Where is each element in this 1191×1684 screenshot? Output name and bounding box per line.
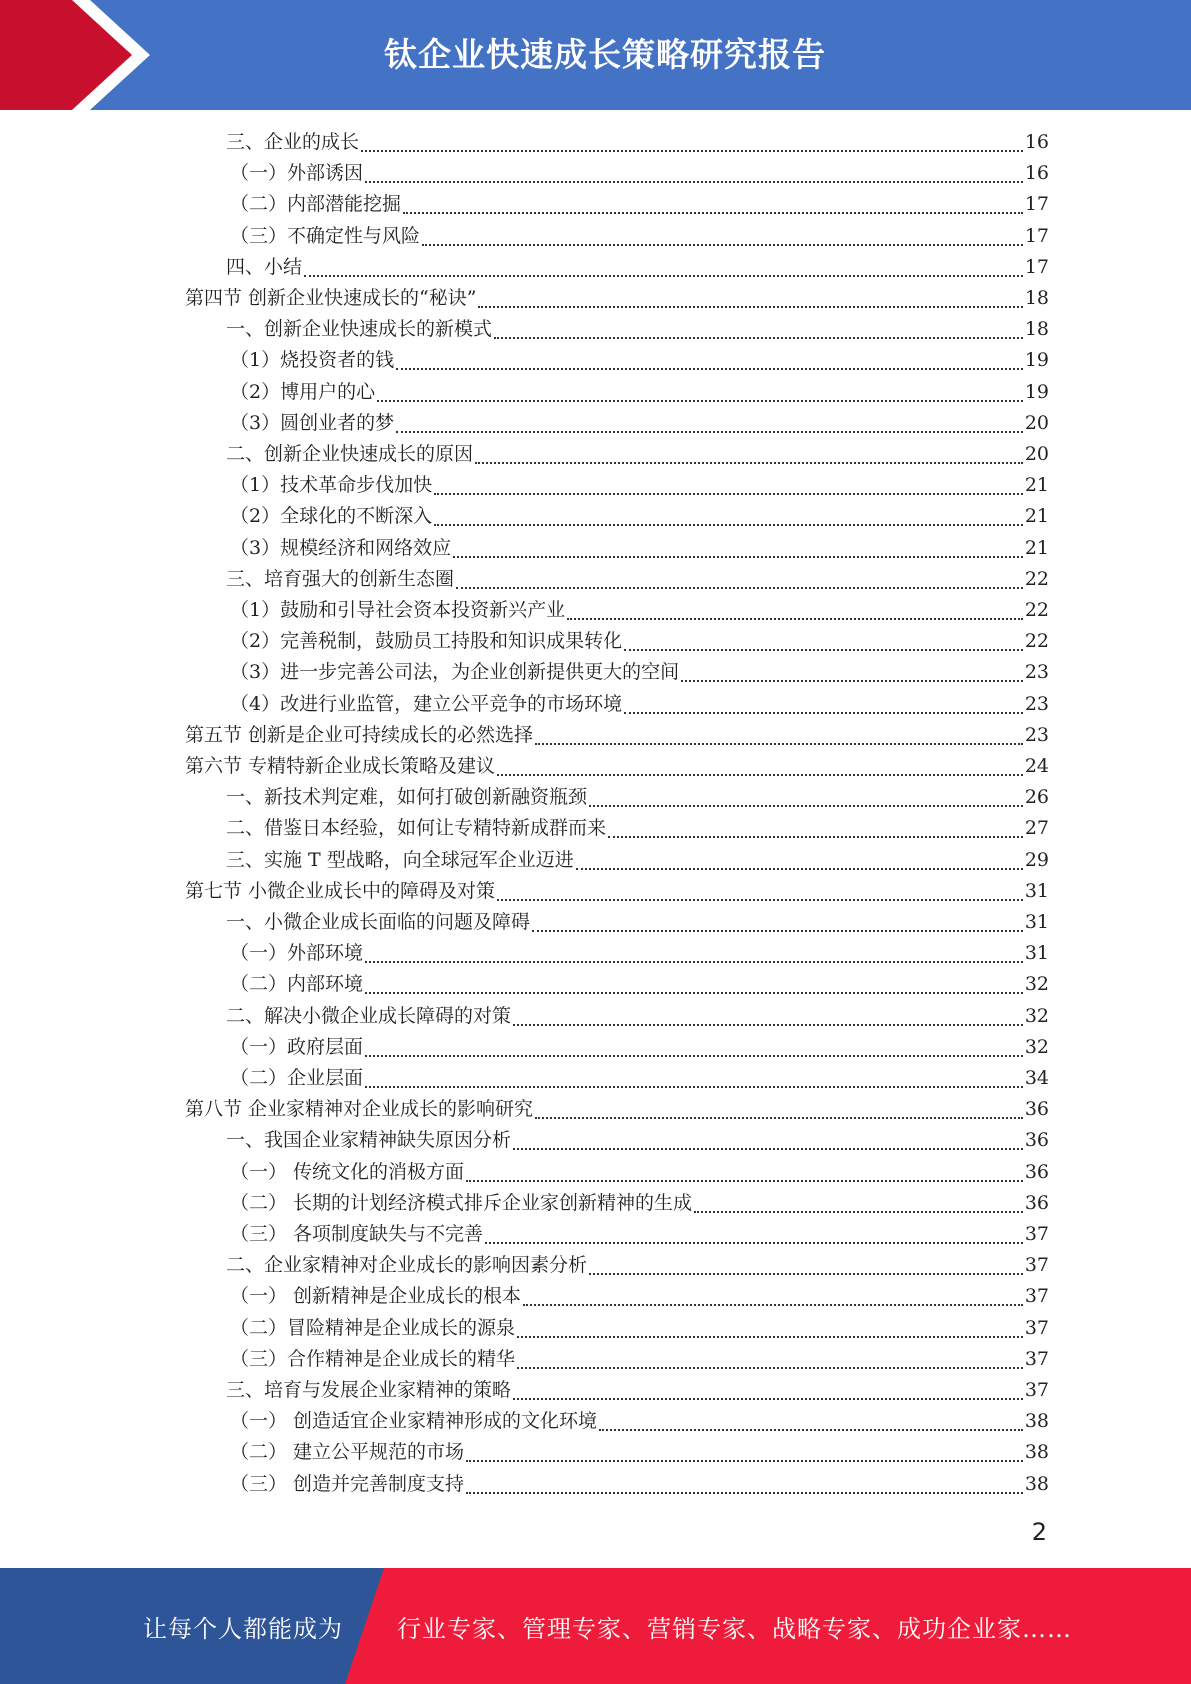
toc-entry-page: 19 <box>1024 381 1049 403</box>
toc-entry-label: 第六节 专精特新企业成长策略及建议 <box>185 755 496 777</box>
toc-entry-label: 一、小微企业成长面临的问题及障碍 <box>226 911 531 933</box>
toc-entry-page: 37 <box>1024 1223 1049 1245</box>
toc-entry-label: 一、创新企业快速成长的新模式 <box>226 318 493 340</box>
toc-entry-label: （一） 创造适宜企业家精神形成的文化环境 <box>230 1410 598 1432</box>
toc-entry-page: 24 <box>1024 755 1049 777</box>
toc-dot-leader <box>513 1398 1023 1400</box>
toc-dot-leader <box>361 150 1023 152</box>
toc-dot-leader <box>517 1367 1023 1369</box>
toc-entry-page: 23 <box>1024 724 1049 746</box>
toc-entry[interactable] <box>226 314 1049 345</box>
toc-dot-leader <box>478 306 1022 308</box>
toc-dot-leader <box>532 930 1023 932</box>
toc-entry-page: 36 <box>1024 1192 1049 1214</box>
toc-dot-leader <box>365 1086 1023 1088</box>
toc-dot-leader <box>535 1117 1023 1119</box>
toc-dot-leader <box>422 244 1023 246</box>
toc-dot-leader <box>365 1055 1023 1057</box>
toc-entry-page: 17 <box>1024 225 1049 247</box>
toc-entry-page: 22 <box>1024 630 1049 652</box>
header-banner <box>0 0 1191 110</box>
toc-entry-page: 36 <box>1024 1098 1049 1120</box>
toc-entry-page: 36 <box>1024 1161 1049 1183</box>
toc-entry-page: 18 <box>1024 287 1049 309</box>
toc-entry[interactable] <box>230 938 1049 969</box>
toc-entry[interactable] <box>226 252 1049 283</box>
toc-entry-label: （1）技术革命步伐加快 <box>230 474 433 496</box>
toc-dot-leader <box>497 899 1023 901</box>
toc-dot-leader <box>535 743 1023 745</box>
toc-entry[interactable] <box>226 845 1049 876</box>
toc-dot-leader <box>466 1180 1023 1182</box>
toc-entry-page: 18 <box>1024 318 1049 340</box>
toc-entry[interactable] <box>230 1437 1049 1468</box>
toc-dot-leader <box>365 961 1023 963</box>
toc-entry[interactable] <box>230 689 1049 720</box>
toc-dot-leader <box>434 524 1023 526</box>
toc-entry[interactable] <box>230 657 1049 688</box>
toc-entry-label: 第五节 创新是企业可持续成长的必然选择 <box>185 724 534 746</box>
toc-entry-page: 37 <box>1024 1317 1049 1339</box>
toc-dot-leader <box>403 212 1023 214</box>
page-number: 2 <box>1031 1518 1047 1546</box>
toc-entry-page: 37 <box>1024 1254 1049 1276</box>
toc-dot-leader <box>475 462 1023 464</box>
toc-entry-page: 32 <box>1024 1005 1049 1027</box>
toc-dot-leader <box>466 1460 1023 1462</box>
toc-entry[interactable] <box>226 1375 1049 1406</box>
footer-slogan-left: 让每个人都能成为 <box>143 1614 343 1643</box>
toc-entry[interactable] <box>230 595 1049 626</box>
toc-dot-leader <box>513 1148 1023 1150</box>
toc-entry[interactable] <box>226 564 1049 595</box>
toc-entry[interactable] <box>230 1157 1049 1188</box>
toc-entry-page: 31 <box>1024 880 1049 902</box>
toc-entry[interactable] <box>230 533 1049 564</box>
toc-entry-page: 16 <box>1024 131 1049 153</box>
toc-entry-label: （一）政府层面 <box>230 1036 364 1058</box>
toc-entry[interactable] <box>226 1001 1049 1032</box>
toc-entry-label: （一）外部环境 <box>230 942 364 964</box>
toc-entry-page: 32 <box>1024 973 1049 995</box>
toc-dot-leader <box>608 836 1023 838</box>
toc-entry-page: 22 <box>1024 599 1049 621</box>
toc-dot-leader <box>485 1242 1023 1244</box>
toc-entry-label: （一） 传统文化的消极方面 <box>230 1161 465 1183</box>
toc-dot-leader <box>624 649 1023 651</box>
toc-dot-leader <box>434 493 1023 495</box>
toc-entry-page: 21 <box>1024 505 1049 527</box>
toc-entry-label: （三） 创造并完善制度支持 <box>230 1473 465 1495</box>
toc-entry[interactable] <box>230 408 1049 439</box>
toc-dot-leader <box>497 774 1023 776</box>
toc-entry-page: 31 <box>1024 911 1049 933</box>
toc-entry-page: 17 <box>1024 193 1049 215</box>
toc-entry[interactable] <box>185 283 1049 314</box>
toc-dot-leader <box>365 992 1023 994</box>
toc-entry[interactable] <box>226 1125 1049 1156</box>
toc-entry-label: （2）完善税制，鼓励员工持股和知识成果转化 <box>230 630 623 652</box>
toc-dot-leader <box>567 618 1023 620</box>
toc-entry-label: （4）改进行业监管，建立公平竞争的市场环境 <box>230 693 623 715</box>
toc-entry-label: 三、企业的成长 <box>226 131 360 153</box>
toc-entry-page: 20 <box>1024 412 1049 434</box>
toc-entry-page: 23 <box>1024 661 1049 683</box>
toc-entry-label: （3）进一步完善公司法，为企业创新提供更大的空间 <box>230 661 680 683</box>
toc-entry-page: 19 <box>1024 349 1049 371</box>
toc-entry[interactable] <box>185 876 1049 907</box>
toc-entry-page: 21 <box>1024 474 1049 496</box>
toc-entry-label: （二）企业层面 <box>230 1067 364 1089</box>
toc-entry-page: 26 <box>1024 786 1049 808</box>
toc-entry-page: 27 <box>1024 817 1049 839</box>
toc-dot-leader <box>624 712 1023 714</box>
toc-entry[interactable] <box>226 907 1049 938</box>
toc-entry[interactable] <box>185 751 1049 782</box>
toc-entry-page: 17 <box>1024 256 1049 278</box>
toc-entry-label: （1）烧投资者的钱 <box>230 349 395 371</box>
toc-entry[interactable] <box>226 813 1049 844</box>
toc-entry-page: 23 <box>1024 693 1049 715</box>
toc-entry-page: 20 <box>1024 443 1049 465</box>
toc-entry-label: （三）不确定性与风险 <box>230 225 421 247</box>
toc-entry[interactable] <box>230 158 1049 189</box>
toc-entry[interactable] <box>230 1406 1049 1437</box>
toc-entry[interactable] <box>230 1469 1049 1500</box>
toc-entry[interactable] <box>226 1250 1049 1281</box>
toc-entry-label: 一、我国企业家精神缺失原因分析 <box>226 1129 512 1151</box>
toc-entry-label: （3）规模经济和网络效应 <box>230 537 452 559</box>
toc-entry-label: （二）内部潜能挖掘 <box>230 193 402 215</box>
toc-entry-label: （二）内部环境 <box>230 973 364 995</box>
toc-entry[interactable] <box>230 345 1049 376</box>
toc-entry-label: 第四节 创新企业快速成长的“秘诀” <box>185 287 477 309</box>
toc-entry[interactable] <box>230 1219 1049 1250</box>
toc-entry-page: 38 <box>1024 1441 1049 1463</box>
toc-dot-leader <box>396 431 1023 433</box>
toc-entry-page: 38 <box>1024 1410 1049 1432</box>
toc-entry-label: （一） 创新精神是企业成长的根本 <box>230 1285 522 1307</box>
toc-dot-leader <box>694 1211 1023 1213</box>
toc-dot-leader <box>494 337 1023 339</box>
toc-entry-label: 三、培育强大的创新生态圈 <box>226 568 455 590</box>
toc-dot-leader <box>589 1273 1023 1275</box>
toc-entry-page: 29 <box>1024 849 1049 871</box>
toc-entry[interactable] <box>230 626 1049 657</box>
toc-entry[interactable] <box>230 189 1049 220</box>
toc-entry-page: 32 <box>1024 1036 1049 1058</box>
toc-entry[interactable] <box>230 969 1049 1000</box>
toc-entry-label: （三） 各项制度缺失与不完善 <box>230 1223 484 1245</box>
toc-entry[interactable] <box>226 127 1049 158</box>
toc-entry[interactable] <box>230 221 1049 252</box>
toc-entry-label: 三、实施 T 型战略，向全球冠军企业迈进 <box>226 849 574 871</box>
toc-dot-leader <box>456 587 1023 589</box>
toc-dot-leader <box>453 556 1023 558</box>
toc-entry-label: 三、培育与发展企业家精神的策略 <box>226 1379 512 1401</box>
toc-entry-label: 二、解决小微企业成长障碍的对策 <box>226 1005 512 1027</box>
toc-entry-label: 二、借鉴日本经验，如何让专精特新成群而来 <box>226 817 607 839</box>
toc-dot-leader <box>576 868 1023 870</box>
footer-banner <box>0 1568 1191 1684</box>
toc-dot-leader <box>304 275 1023 277</box>
toc-entry-label: （1）鼓励和引导社会资本投资新兴产业 <box>230 599 566 621</box>
toc-entry-label: （三）合作精神是企业成长的精华 <box>230 1348 516 1370</box>
toc-dot-leader <box>396 368 1023 370</box>
toc-entry-page: 21 <box>1024 537 1049 559</box>
toc-entry[interactable] <box>230 1188 1049 1219</box>
toc-entry-label: 第八节 企业家精神对企业成长的影响研究 <box>185 1098 534 1120</box>
toc-entry-label: 一、新技术判定难，如何打破创新融资瓶颈 <box>226 786 588 808</box>
toc-entry[interactable] <box>230 470 1049 501</box>
toc-entry-page: 38 <box>1024 1473 1049 1495</box>
toc-entry[interactable] <box>226 782 1049 813</box>
toc-dot-leader <box>377 400 1023 402</box>
toc-entry[interactable] <box>230 1313 1049 1344</box>
toc-entry-label: （2）博用户的心 <box>230 381 376 403</box>
toc-dot-leader <box>599 1429 1023 1431</box>
toc-entry-page: 31 <box>1024 942 1049 964</box>
toc-dot-leader <box>513 1024 1023 1026</box>
toc-entry-label: 二、企业家精神对企业成长的影响因素分析 <box>226 1254 588 1276</box>
toc-entry-label: （一）外部诱因 <box>230 162 364 184</box>
toc-entry-page: 22 <box>1024 568 1049 590</box>
toc-entry-label: 四、小结 <box>226 256 303 278</box>
toc-entry-page: 37 <box>1024 1379 1049 1401</box>
toc-entry-page: 36 <box>1024 1129 1049 1151</box>
toc-entry[interactable] <box>185 1094 1049 1125</box>
toc-dot-leader <box>466 1492 1023 1494</box>
toc-entry-label: （3）圆创业者的梦 <box>230 412 395 434</box>
toc-entry[interactable] <box>230 1032 1049 1063</box>
toc-entry-label: 二、创新企业快速成长的原因 <box>226 443 474 465</box>
toc-entry[interactable] <box>226 439 1049 470</box>
toc-entry-page: 34 <box>1024 1067 1049 1089</box>
toc-entry[interactable] <box>230 1281 1049 1312</box>
document-title: 钛企业快速成长策略研究报告 <box>384 34 826 74</box>
toc-entry[interactable] <box>230 1063 1049 1094</box>
toc-entry[interactable] <box>230 377 1049 408</box>
toc-entry-label: （二）冒险精神是企业成长的源泉 <box>230 1317 516 1339</box>
toc-entry[interactable] <box>230 1344 1049 1375</box>
toc-entry-page: 37 <box>1024 1348 1049 1370</box>
footer-slogan-right: 行业专家、管理专家、营销专家、战略专家、成功企业家…… <box>397 1614 1072 1643</box>
toc-dot-leader <box>365 181 1023 183</box>
toc-entry-label: 第七节 小微企业成长中的障碍及对策 <box>185 880 496 902</box>
toc-dot-leader <box>681 680 1023 682</box>
toc-entry-label: （二） 长期的计划经济模式排斥企业家创新精神的生成 <box>230 1192 693 1214</box>
toc-entry-label: （2）全球化的不断深入 <box>230 505 433 527</box>
toc-dot-leader <box>589 805 1023 807</box>
toc-entry[interactable] <box>230 501 1049 532</box>
toc-entry[interactable] <box>185 720 1049 751</box>
toc-entry-page: 37 <box>1024 1285 1049 1307</box>
toc-entry-label: （二） 建立公平规范的市场 <box>230 1441 465 1463</box>
toc-dot-leader <box>517 1336 1023 1338</box>
toc-entry-page: 16 <box>1024 162 1049 184</box>
toc-dot-leader <box>523 1304 1023 1306</box>
